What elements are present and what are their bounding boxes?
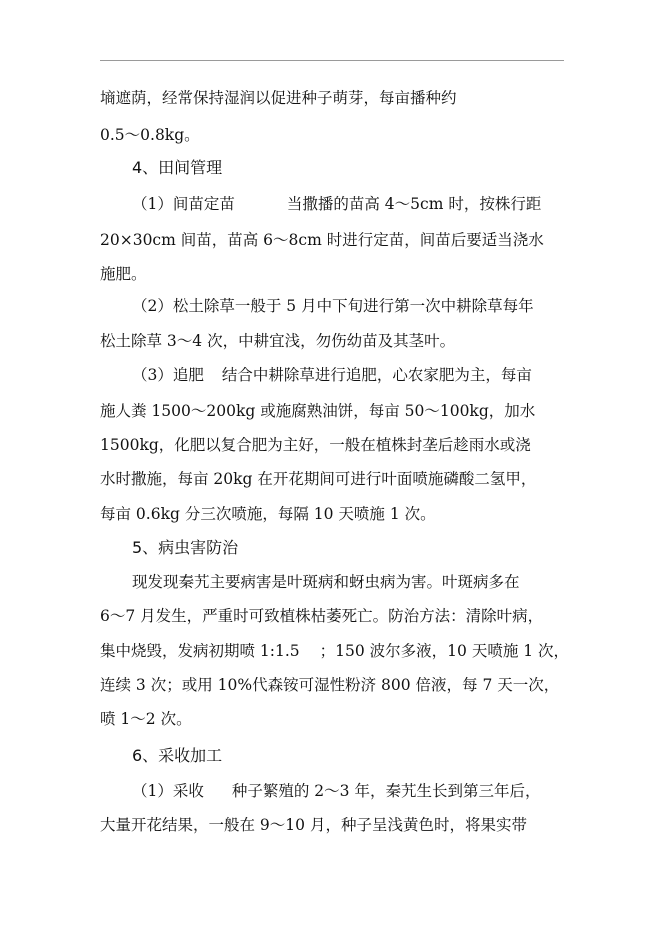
- text-line-17: 喷 1～2 次。: [100, 710, 192, 728]
- text-line-16: 连续 3 次；或用 10%代森铵可湿性粉济 800 倍液，每 7 天一次，: [100, 676, 560, 694]
- section-heading-4: 4、田间管理: [132, 158, 223, 177]
- section-heading-6: 6、采收加工: [132, 746, 223, 765]
- text-line-14: 6～7 月发生，严重时可致植株枯萎死亡。防治方法：清除叶病，: [100, 607, 544, 625]
- text-line-19: 大量开花结果，一般在 9～10 月，种子呈浅黄色时，将果实带: [100, 816, 527, 834]
- text-line-5: 施肥。: [100, 265, 147, 283]
- text-fertilize-body: 结合中耕除草进行追肥，心农家肥为主，每亩: [221, 366, 532, 384]
- text-line-2: 0.5～0.8kg。: [100, 126, 200, 144]
- text-line-8: [132, 365, 532, 385]
- text-line-6: （2）松土除草一般于 5 月中下旬进行第一次中耕除草每年: [132, 297, 534, 315]
- text-line-11: 水时撒施，每亩 20kg 在开花期间可进行叶面喷施磷酸二氢甲，: [100, 470, 537, 488]
- text-harvest-body: 种子繁殖的 2～3 年，秦艽生长到第三年后，: [231, 782, 541, 800]
- text-spray-rest: ；150 波尔多液，10 天喷施 1 次，: [319, 642, 570, 660]
- text-line-9: 施人粪 1500～200kg 或施腐熟油饼，每亩 50～100kg，加水: [100, 402, 536, 420]
- section-heading-5: 5、病虫害防治: [132, 538, 239, 557]
- subheading-fertilize: （3）追肥: [132, 366, 204, 384]
- text-thinning-body: 当撒播的苗高 4～5cm 时，按株行距: [286, 195, 542, 213]
- subheading-thinning: （1）间苗定苗: [132, 195, 235, 213]
- text-line-7: 松土除草 3～4 次，中耕宜浅，勿伤幼苗及其茎叶。: [100, 332, 456, 350]
- text-line-1: 墒遮荫，经常保持湿润以促进种子萌芽，每亩播种约: [100, 89, 457, 107]
- text-spray-ratio: 集中烧毁，发病初期喷 1:1.5: [100, 642, 300, 660]
- subheading-harvest: （1）采收: [132, 782, 204, 800]
- text-line-4: 20×30cm 间苗，苗高 6～8cm 时进行定苗，间苗后要适当浇水: [100, 231, 544, 249]
- text-line-18: [132, 781, 540, 801]
- text-line-12: 每亩 0.6kg 分三次喷施，每隔 10 天喷施 1 次。: [100, 505, 436, 523]
- text-line-3: [132, 194, 541, 214]
- text-line-15: [100, 641, 569, 661]
- header-rule: [100, 60, 564, 61]
- text-line-10: 1500kg，化肥以复合肥为主好，一般在植株封垄后趁雨水或浇: [100, 436, 531, 454]
- text-line-13: 现发现秦艽主要病害是叶斑病和蚜虫病为害。叶斑病多在: [132, 573, 520, 591]
